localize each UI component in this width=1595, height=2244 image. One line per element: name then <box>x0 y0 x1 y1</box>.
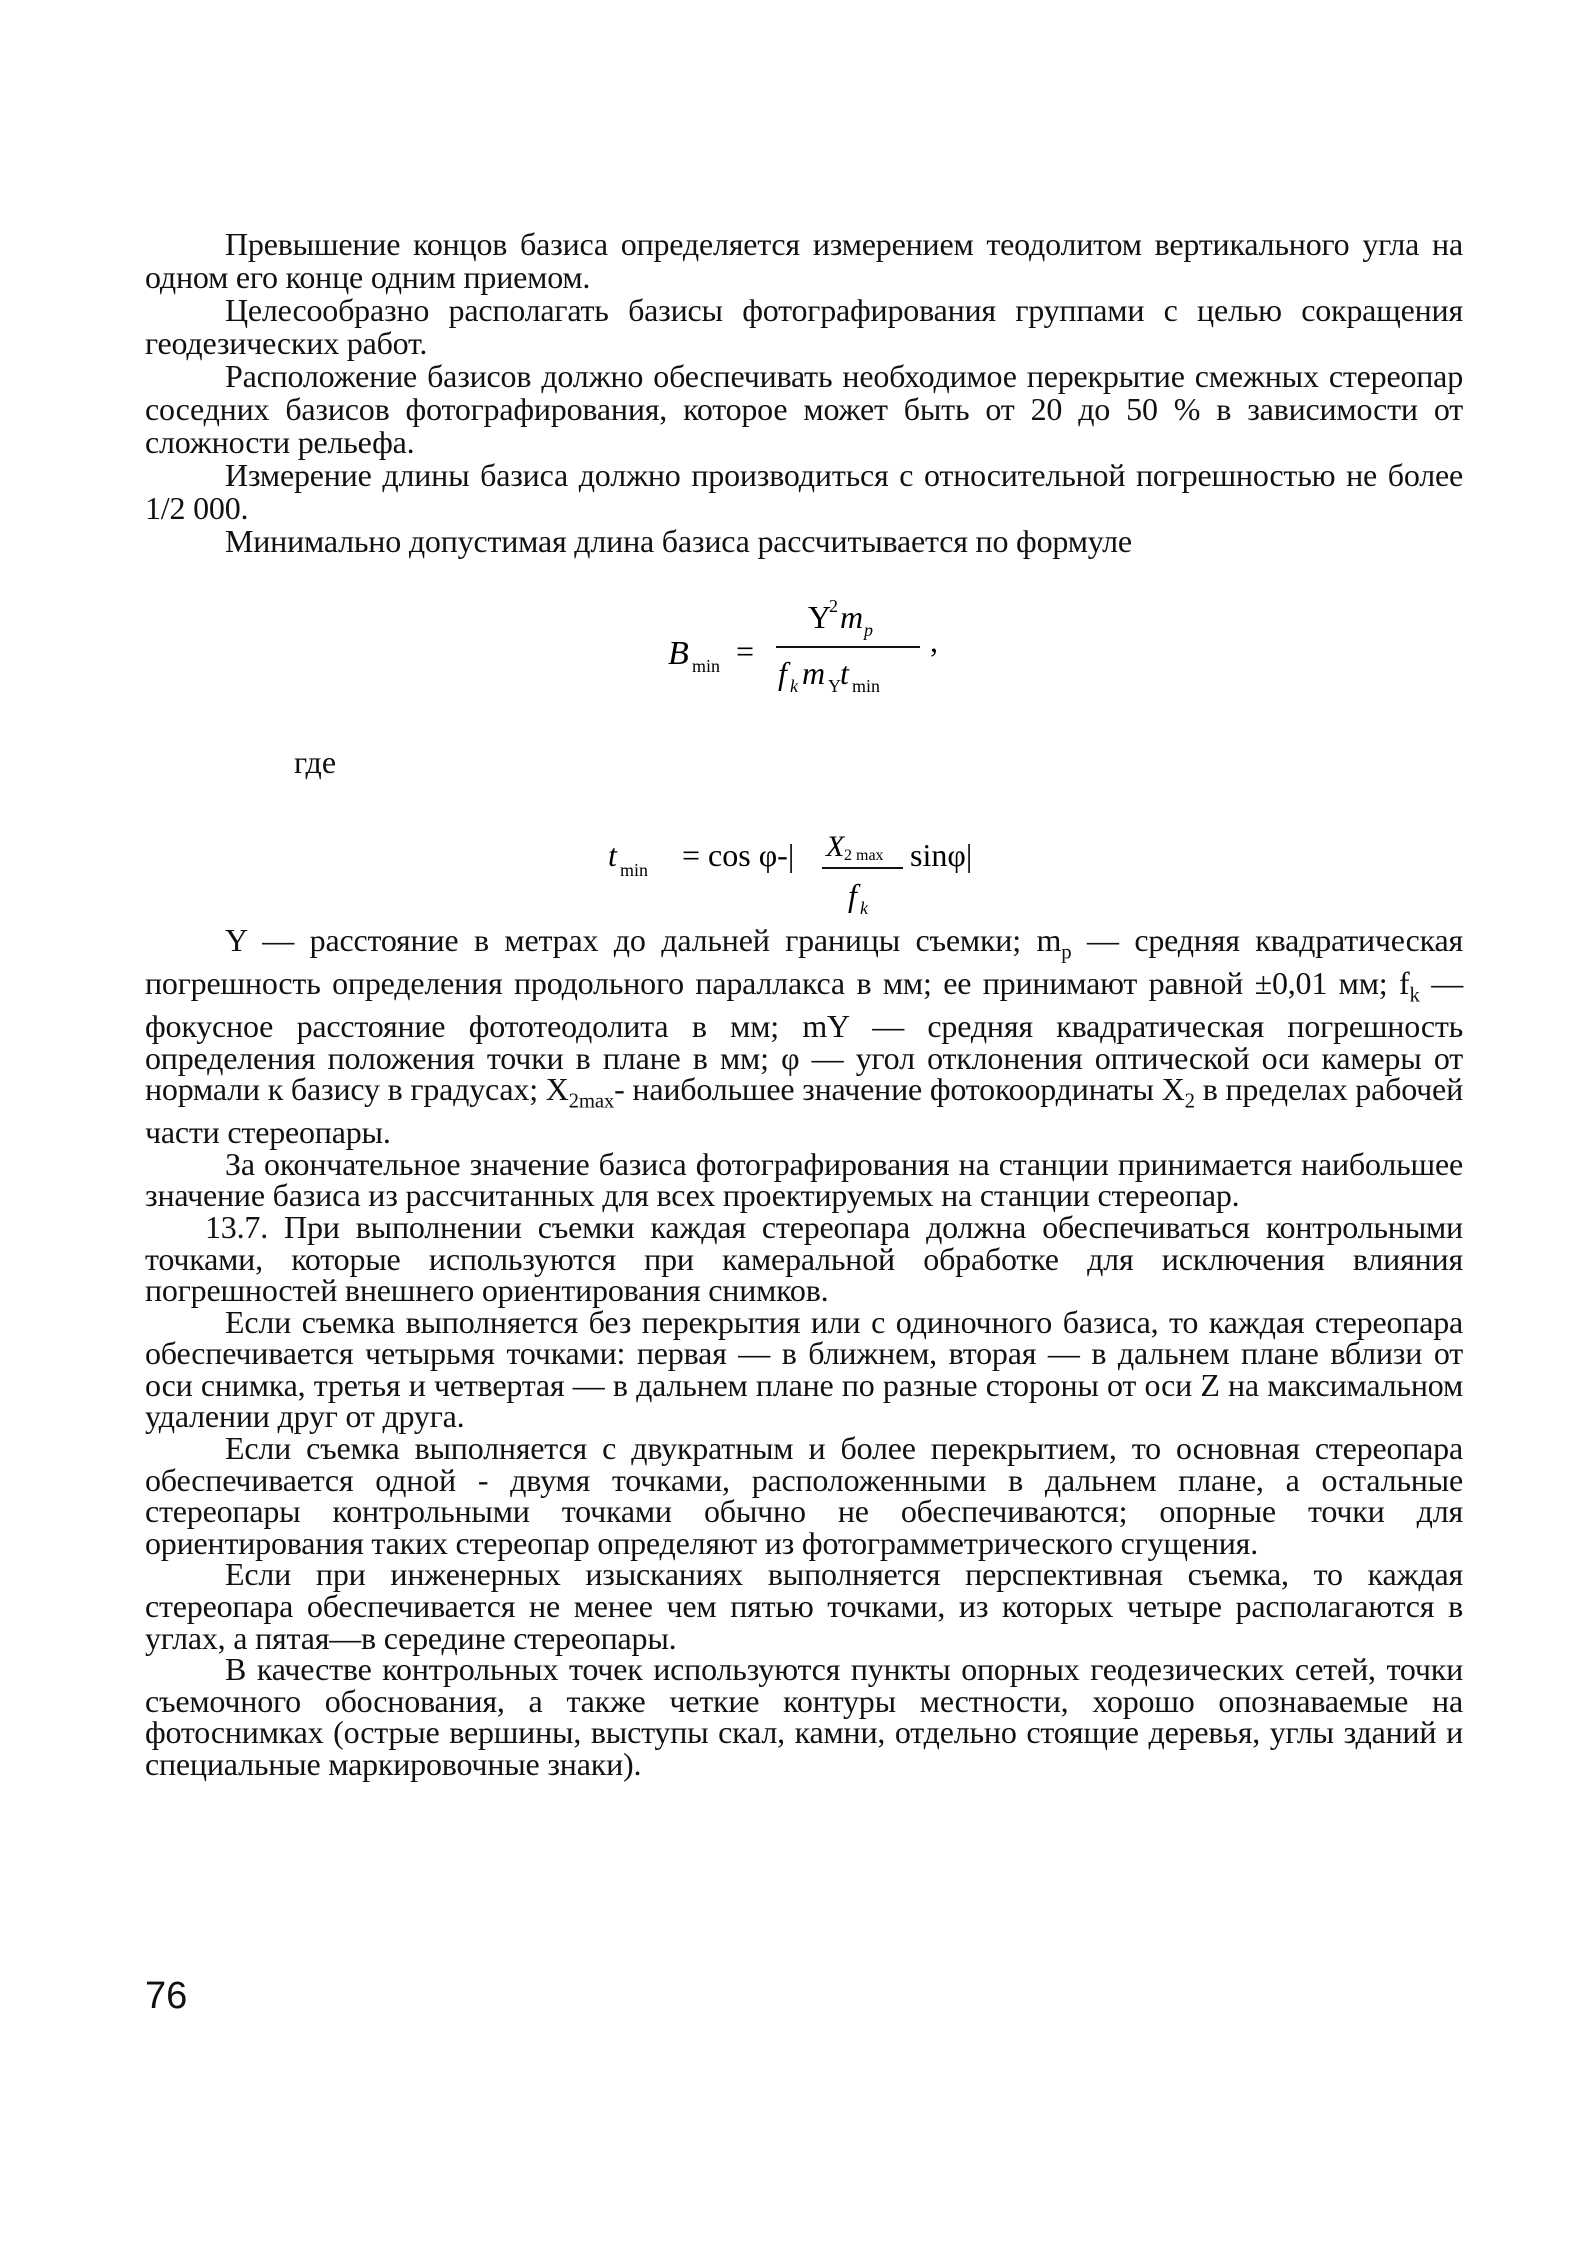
formula-num-sub: p <box>864 620 873 640</box>
paragraph-legend: Y — расстояние в метрах до дальней границы съемки; $m_p$ — средняя квадратическая погрешность определения продольного параллакса в мм; ее принимают равной ±0,01 мм; $f_k$ — фокусное расстояние фототеодолита в мм; mY — средняя квадратическая погрешность определения положения точки в плане в мм; φ — угол отклонения оптической оси камеры от нормали к базису в градусах; $X_{2max}-$ наибольшее значение фотокоординаты $X_2$ в пределах рабочей части стереопары. <box>145 922 1463 1151</box>
where-label: где <box>294 744 337 780</box>
bottom-text-block <box>145 922 1463 1783</box>
formula2-den-f-sub: k <box>860 898 868 918</box>
formula-den-m-sub: Y <box>828 676 841 696</box>
formula-num-sup: 2 <box>829 596 838 616</box>
formula-bmin <box>668 592 968 712</box>
formula2-tail: sinφ| <box>910 837 973 873</box>
paragraph: Если съемка выполняется с двукратным и более перекрытием, то основная стереопара обеспечивается одной - двумя точками, расположенными в дальнем плане, а остальные стереопары контрольными точками обычно не обеспечиваются; опорные точки для ориентирования таких стереопар определяют из фотограмметрического сгущения. <box>145 1430 1463 1561</box>
formula2-eq: = cos φ-| <box>682 837 795 873</box>
formula2-den-f: f <box>848 877 857 913</box>
formula-lhs-sub: min <box>692 656 721 676</box>
paragraph: За окончательное значение базиса фотографирования на станции принимается наибольшее значение базиса из рассчитанных для всех проектируемых на станции стереопар. <box>145 1145 1463 1214</box>
formula-den-f: f <box>778 655 787 691</box>
formula-bmin-svg <box>668 592 968 712</box>
paragraph: Если съемка выполняется без перекрытия или с одиночного базиса, то каждая стереопара обеспечивается четырьмя точками: первая — в ближнем, вторая — в дальнем плане вблизи от оси снимка, третья и четвертая — в дальнем плане по разные стороны от оси Z на максимальном удалении друг от друга. <box>145 1303 1463 1435</box>
formula-trail: , <box>930 623 938 659</box>
formula2-num-x: X <box>826 830 845 863</box>
formula2-lhs: t <box>608 837 617 873</box>
formula-tmin-svg <box>608 822 1028 922</box>
paragraph: Расположение базисов должно обеспечивать необходимое перекрытие смежных стереопар соседних базисов фотографирования, которое может быть от 20 до 50 % в зависимости от сложности рельефа. <box>145 358 1463 460</box>
formula-tmin <box>608 822 1028 922</box>
paragraph: Минимально допустимая длина базиса рассчитывается по формуле <box>225 523 1132 559</box>
paragraph: 13.7. При выполнении съемки каждая стереопара должна обеспечиваться контрольными точками, которые используются при камеральной обработке для исключения влияния погрешностей внешнего ориентирования снимков. <box>145 1208 1463 1309</box>
formula-den-t-sub: min <box>852 676 881 696</box>
formula2-num-sub: 2 max <box>844 847 884 864</box>
formula-num-m: m <box>840 599 864 635</box>
paragraph: Измерение длины базиса должно производиться с относительной погрешностью не более 1/2 000. <box>145 457 1463 526</box>
paragraph: В качестве контрольных точек используются пункты опорных геодезических сетей, точки съемочного обоснования, а также четкие контуры местности, хорошо опознаваемые на фотоснимках (острые вершины, выступы скал, камни, отдельно стоящие деревья, углы зданий и специальные маркировочные знаки). <box>145 1651 1463 1783</box>
formula-lhs: B <box>668 635 689 672</box>
top-text-block <box>145 228 1463 558</box>
formula2-lhs-sub: min <box>620 860 649 880</box>
paragraph: Превышение концов базиса определяется измерением теодолитом вертикального угла на одном его конце одним приемом. <box>145 226 1463 295</box>
formula-den-t: t <box>840 655 849 691</box>
formula-den-f-sub: k <box>790 676 798 696</box>
formula-num-y: Y <box>808 599 832 635</box>
formula-den-m: m <box>802 655 826 691</box>
paragraph: Если при инженерных изысканиях выполняется перспективная съемка, то каждая стереопара обеспечивается не менее чем пятью точками, из которых четыре располагаются в углах, а пятая—в середине стереопары. <box>145 1556 1463 1656</box>
paragraph: Целесообразно располагать базисы фотографирования группами с целью сокращения геодезических работ. <box>145 292 1463 361</box>
page-number: 76 <box>145 1975 188 2017</box>
formula-eq: = <box>736 633 755 669</box>
